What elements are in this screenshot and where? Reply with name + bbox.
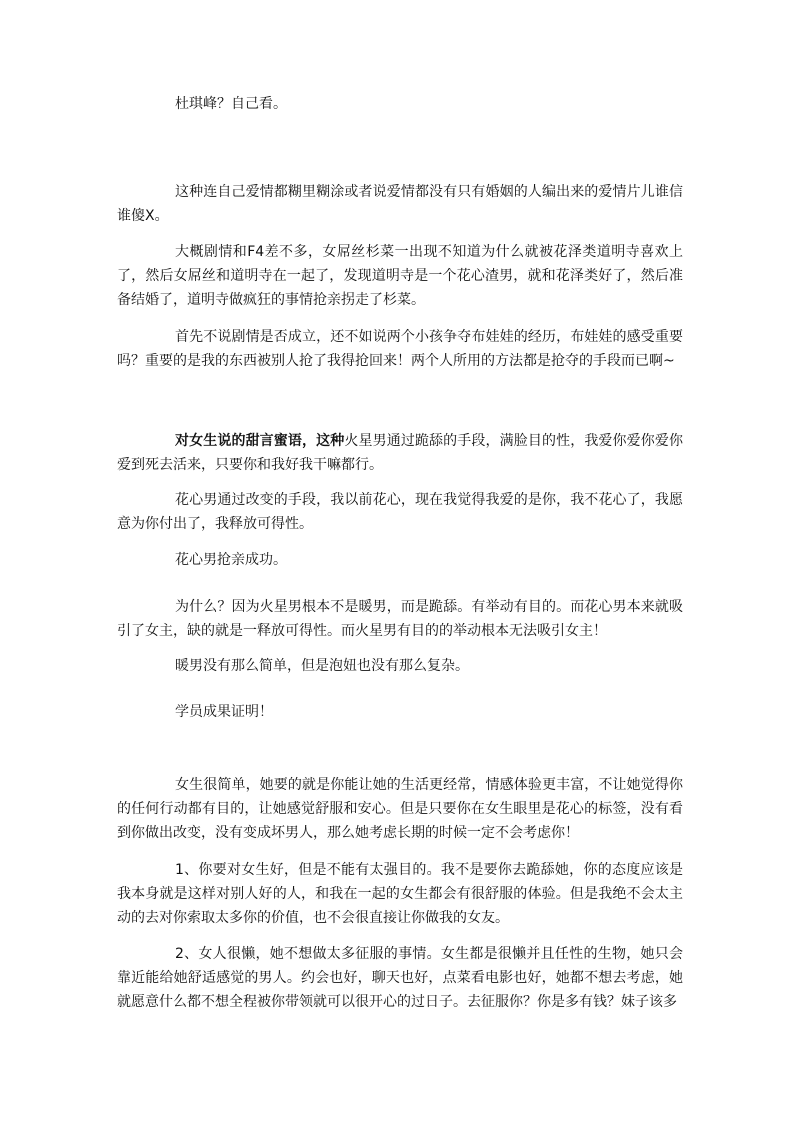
paragraph-1: 杜琪峰？自己看。	[175, 96, 287, 112]
paragraph-9: 暖男没有那么简单，但是泡妞也没有那么复杂。	[175, 658, 469, 674]
paragraph-5-rest: 火星男通过跪舔的手段，满脸目的性，我爱你爱你爱你爱到死去活来，只要你和我好我干嘛都行。	[117, 433, 684, 473]
paragraph-6: 花心男通过改变的手段，我以前花心，现在我觉得我爱的是你，我不花心了，我愿意为你付出了，我释放可得性。	[117, 492, 683, 532]
paragraph-7: 花心男抢亲成功。	[175, 552, 287, 568]
paragraph-13: 2、女人很懒，她不想做太多征服的事情。女生都是很懒并且任性的生物，她只会靠近能给她舒适感觉的男人。约会也好，聊天也好，点菜看电影也好，她都不想去考虑，她就愿意什么都不想全程被你带领就可以很开心的过日子。去征服你？你是多有钱？妹子该多	[117, 946, 683, 1010]
paragraph-8: 为什么？因为火星男根本不是暖男，而是跪舔。有举动有目的。而花心男本来就吸引了女主，缺的就是一释放可得性。而火星男有目的的举动根本无法吸引女主！	[117, 599, 683, 639]
paragraph-3: 大概剧情和F4差不多，女屌丝杉菜一出现不知道为什么就被花泽类道明寺喜欢上了，然后女屌丝和道明寺在一起了，发现道明寺是一个花心渣男，就和花泽类好了，然后准备结婚了，道明寺做疯狂的事情抢亲拐走了杉菜。	[117, 244, 683, 308]
paragraph-12: 1、你要对女生好，但是不能有太强目的。我不是要你去跪舔她，你的态度应该是我本身就是这样对别人好的人，和我在一起的女生都会有很舒服的体验。但是我绝不会太主动的去对你索取太多你的价值，也不会很直接让你做我的女友。	[117, 862, 683, 926]
paragraph-5	[117, 429, 683, 477]
paragraph-11: 女生很简单，她要的就是你能让她的生活更经常，情感体验更丰富，不让她觉得你的任何行动都有目的，让她感觉舒服和安心。但是只要你在女生眼里是花心的标签，没有看到你做出改变，没有变成坏男人，那么她考虑长期的时候一定不会考虑你！	[117, 777, 683, 841]
paragraph-5-bold: 对女生说的甜言蜜语，这种	[175, 433, 345, 449]
paragraph-4: 首先不说剧情是否成立，还不如说两个小孩争夺布娃娃的经历，布娃娃的感受重要吗？重要的是我的东西被别人抢了我得抢回来！两个人所用的方法都是抢夺的手段而已啊~	[117, 329, 683, 369]
paragraph-10: 学员成果证明！	[175, 704, 273, 720]
paragraph-2: 这种连自己爱情都糊里糊涂或者说爱情都没有只有婚姻的人编出来的爱情片儿谁信谁傻X。	[117, 184, 683, 224]
